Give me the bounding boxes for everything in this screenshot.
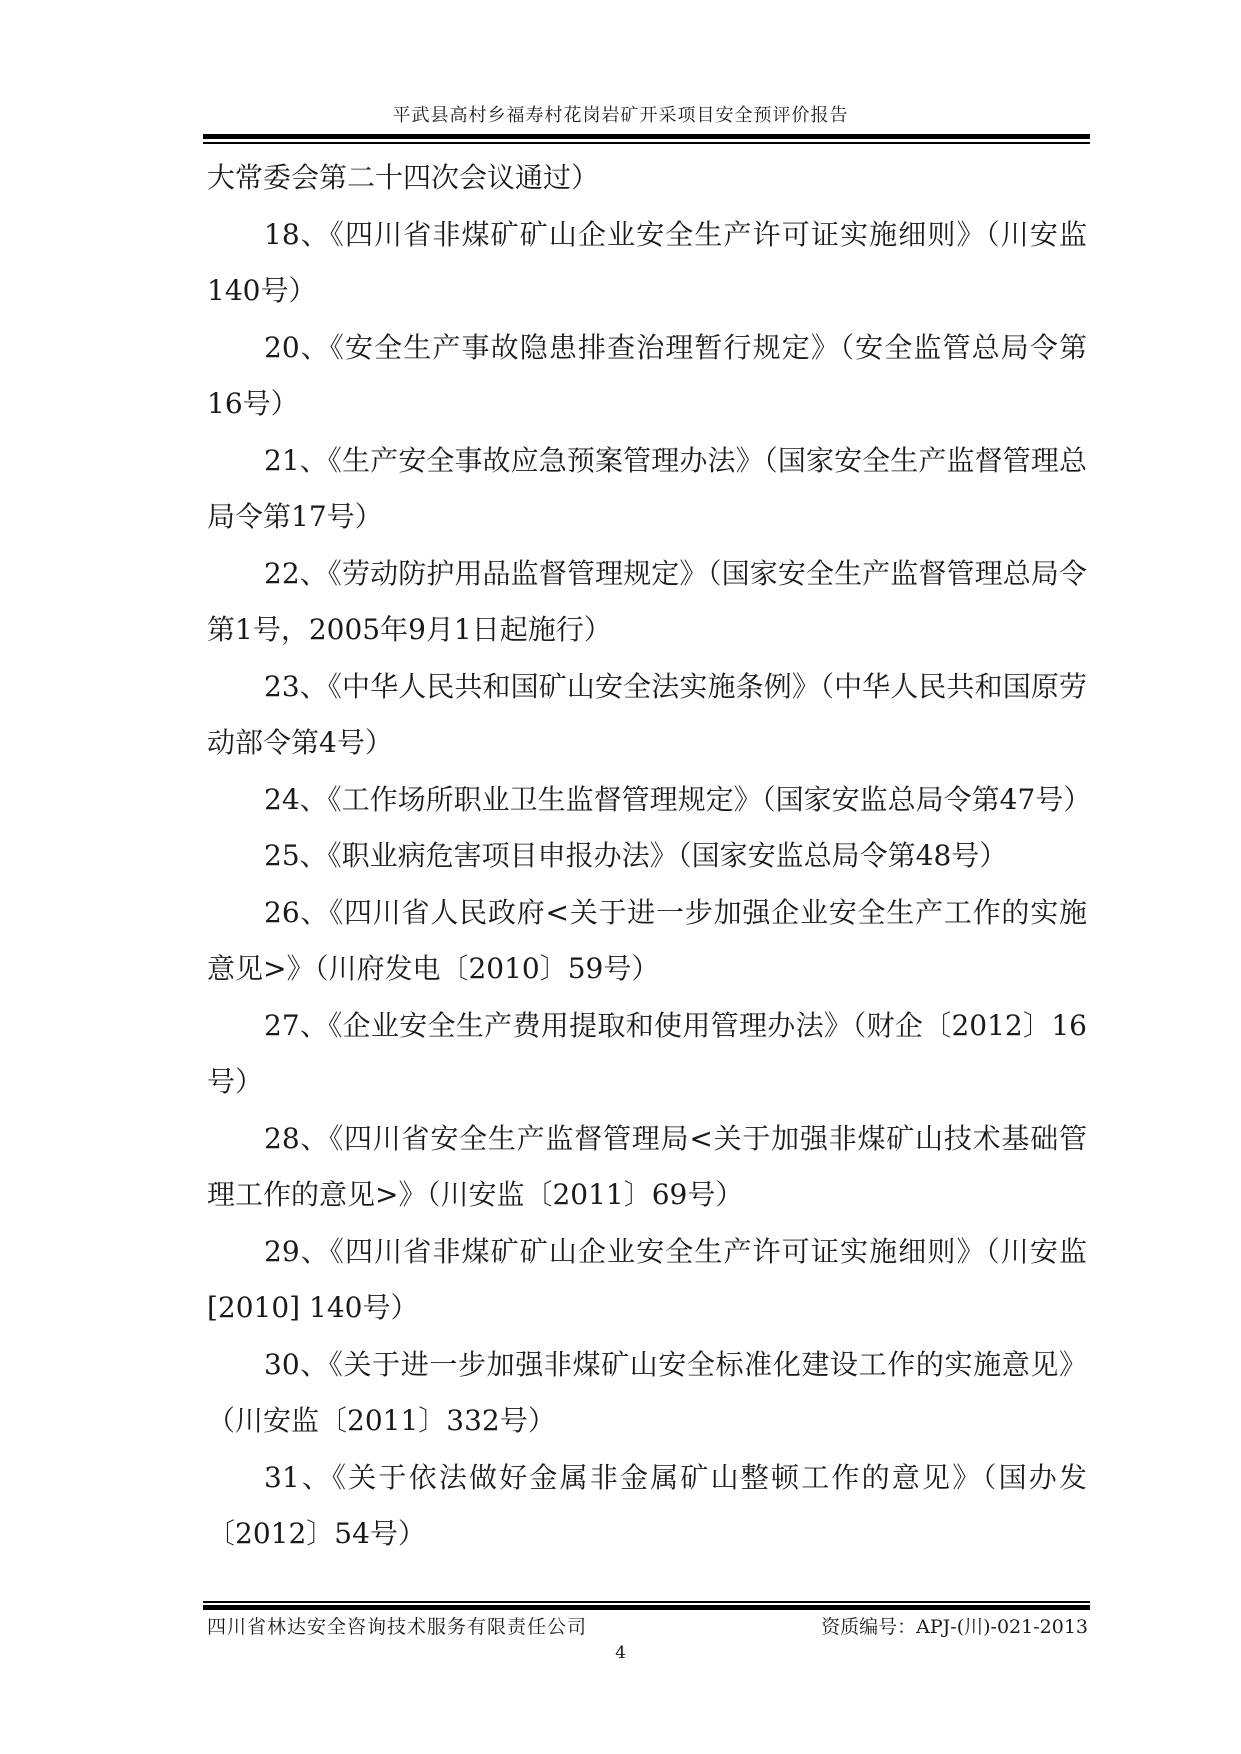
footer-rule-thin xyxy=(203,1601,1090,1603)
paragraph-item-31: 31、《关于依法做好金属非金属矿山整顿工作的意见》（国办发〔2012〕54号） xyxy=(207,1460,1087,1550)
paragraph-item-23: 23、《中华人民共和国矿山安全法实施条例》（中华人民共和国原劳动部令第4号） xyxy=(207,669,1087,759)
footer-certificate-number: 资质编号：APJ-(川)-021-2013 xyxy=(821,1616,1088,1638)
paragraph-item-24: 24、《工作场所职业卫生监督管理规定》（国家安监总局令第47号） xyxy=(264,782,1092,816)
paragraph-continuation: 大常委会第二十四次会议通过） xyxy=(207,161,600,194)
paragraph-item-18: 18、《四川省非煤矿矿山企业安全生产许可证实施细则》（川安监140号） xyxy=(207,217,1087,307)
paragraph-item-20: 20、《安全生产事故隐患排查治理暂行规定》（安全监管总局令第16号） xyxy=(207,330,1087,420)
paragraph-item-30: 30、《关于进一步加强非煤矿山安全标准化建设工作的实施意见》（川安监〔2011〕332号） xyxy=(207,1347,1087,1437)
header-rule-thin xyxy=(203,142,1090,144)
paragraph-item-26: 26、《四川省人民政府<关于进一步加强企业安全生产工作的实施意见>》（川府发电〔2010〕59号） xyxy=(207,895,1087,985)
header-rule-thick xyxy=(203,134,1090,139)
footer-rule-thick xyxy=(203,1605,1090,1610)
paragraph-item-25: 25、《职业病危害项目申报办法》（国家安监总局令第48号） xyxy=(264,839,1008,872)
paragraph-item-22: 22、《劳动防护用品监督管理规定》（国家安全生产监督管理总局令第1号，2005年9月1日起施行） xyxy=(207,556,1087,646)
page-header-title: 平武县高村乡福寿村花岗岩矿开采项目安全预评价报告 xyxy=(392,105,849,126)
footer-company-name: 四川省林达安全咨询技术服务有限责任公司 xyxy=(207,1616,588,1638)
paragraph-item-28: 28、《四川省安全生产监督管理局<关于加强非煤矿山技术基础管理工作的意见>》（川安监〔2011〕69号） xyxy=(207,1121,1087,1211)
document-body xyxy=(207,150,1092,1563)
paragraph-item-21: 21、《生产安全事故应急预案管理办法》（国家安全生产监督管理总局令第17号） xyxy=(207,443,1087,533)
page-number: 4 xyxy=(615,1643,626,1663)
paragraph-item-29: 29、《四川省非煤矿矿山企业安全生产许可证实施细则》（川安监[2010] 140号） xyxy=(207,1234,1087,1324)
paragraph-item-27: 27、《企业安全生产费用提取和使用管理办法》（财企〔2012〕16号） xyxy=(207,1008,1087,1098)
